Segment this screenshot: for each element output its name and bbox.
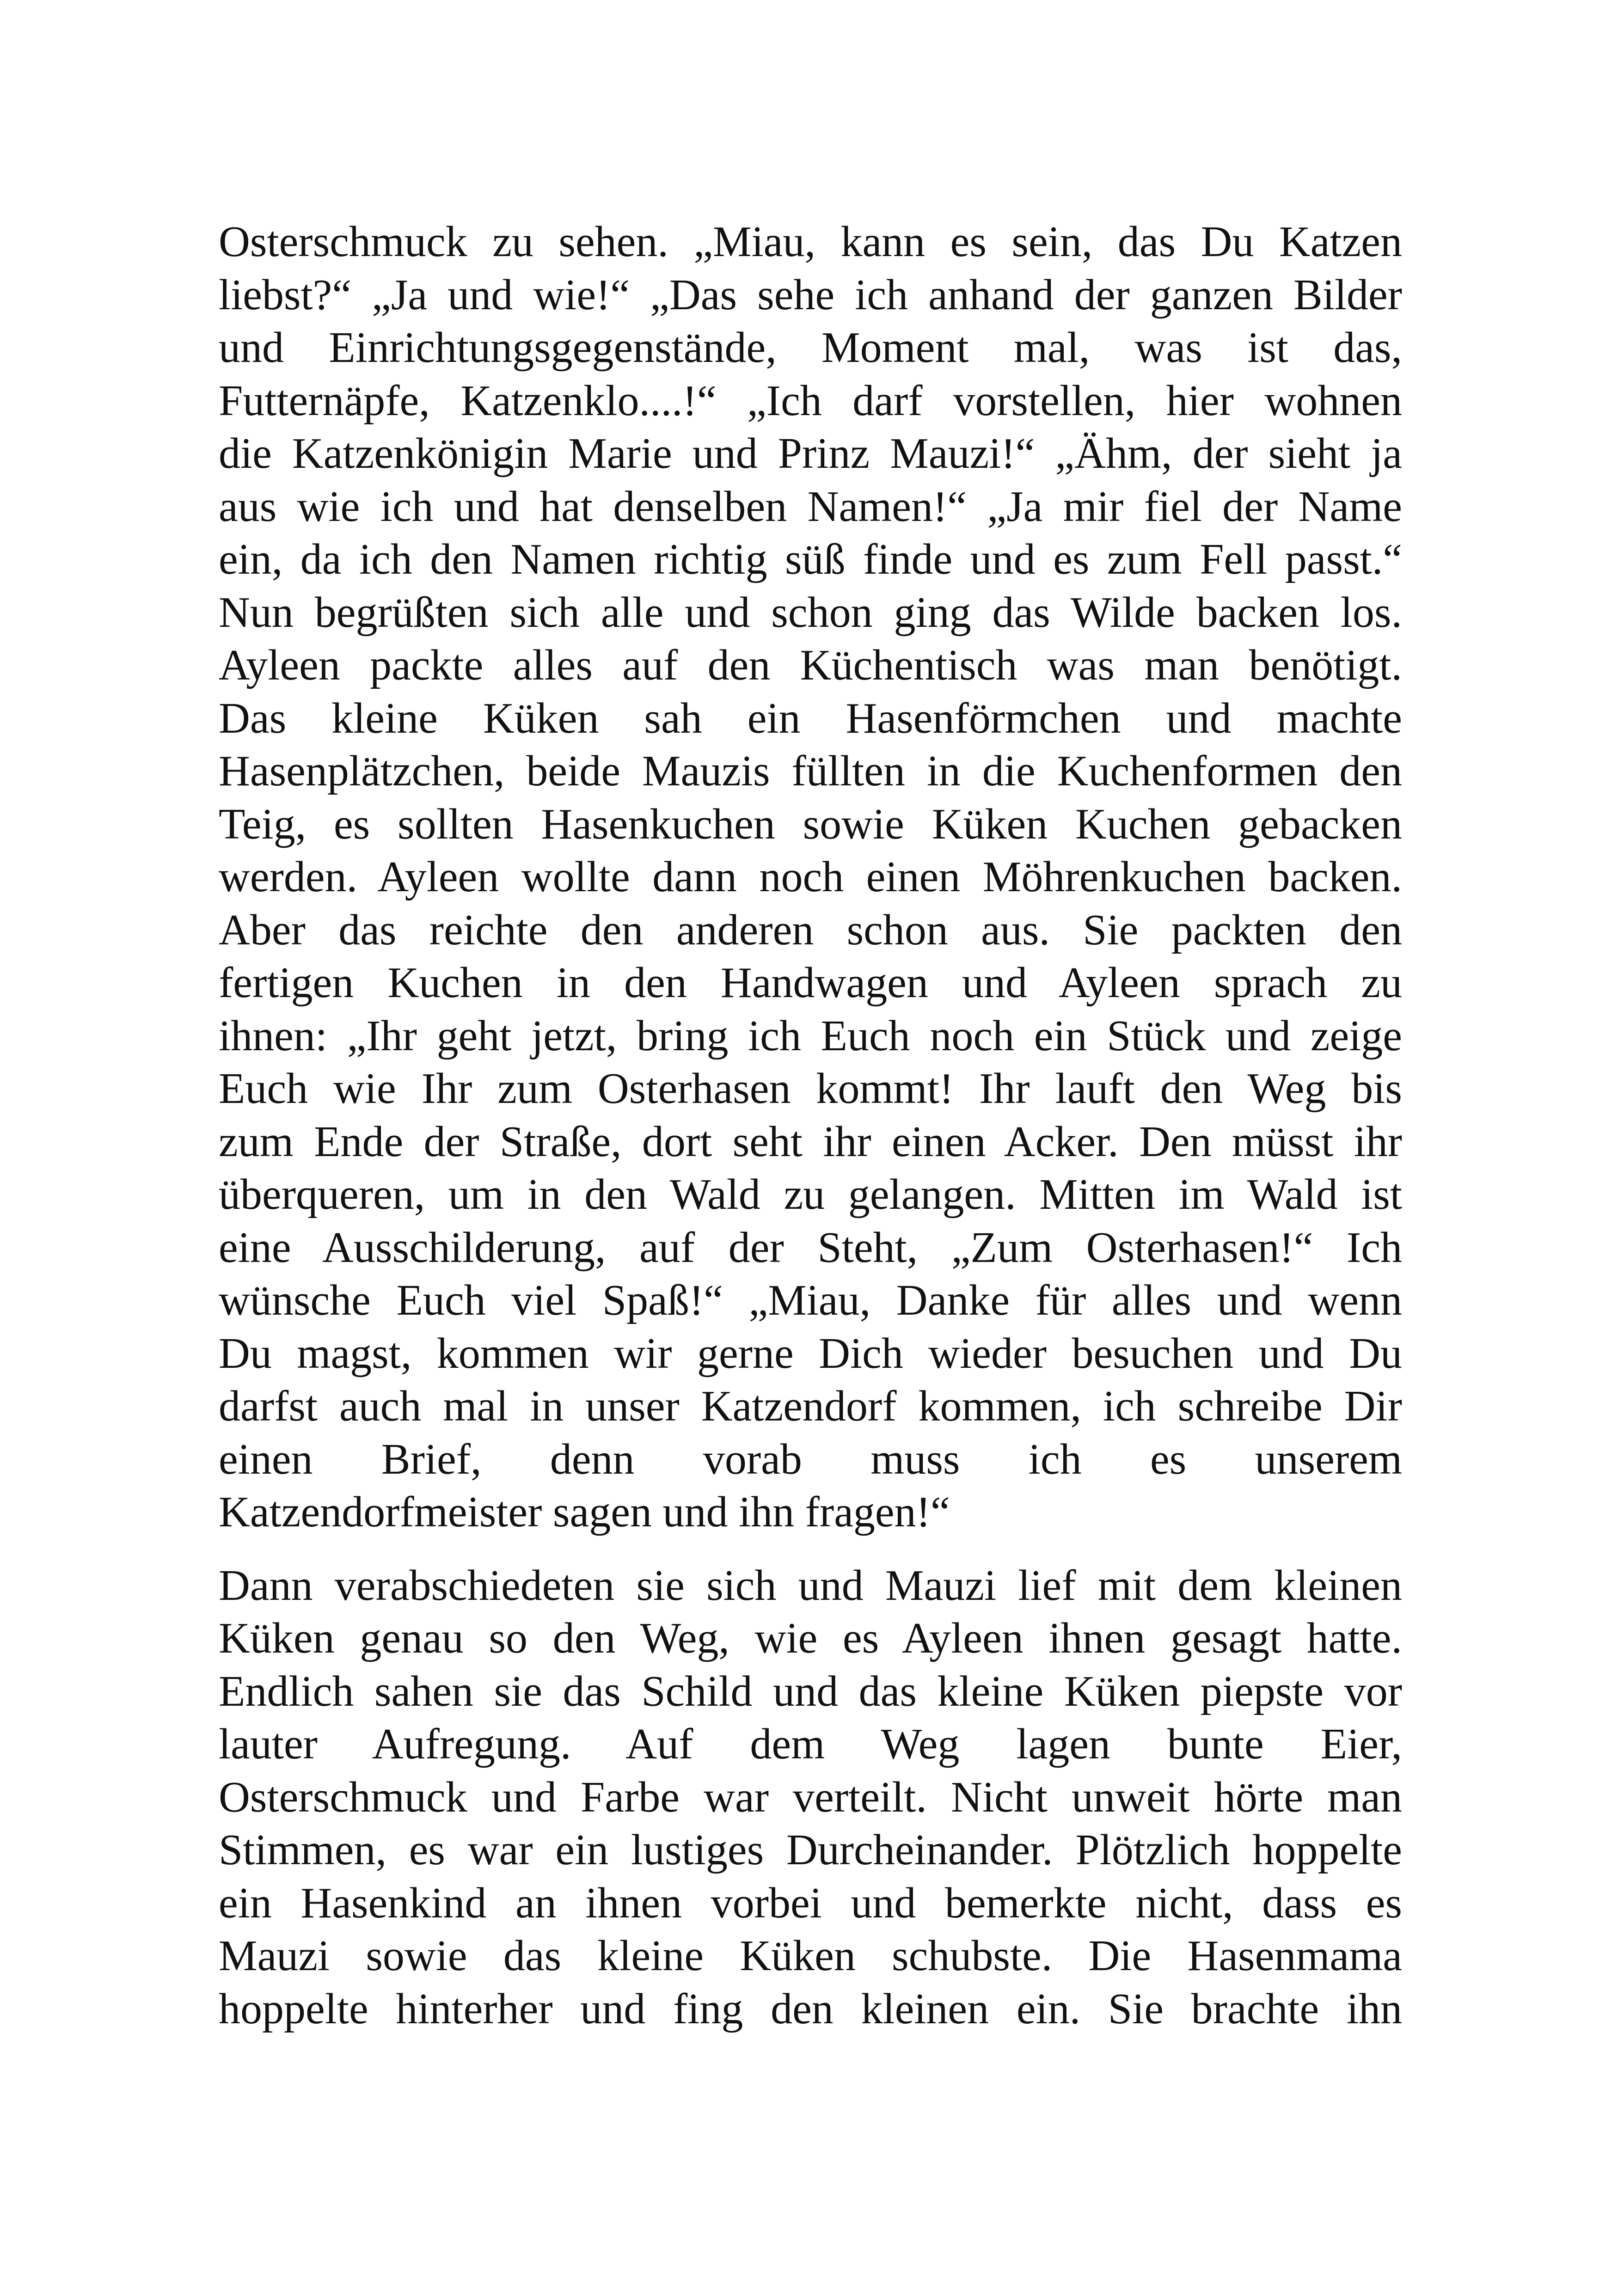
text-line: einen Brief, denn vorab muss ich es unserem bbox=[219, 1435, 1402, 1483]
text-line: Katzendorfmeister sagen und ihn fragen!“ bbox=[219, 1488, 950, 1536]
text-line: wünsche Euch viel Spaß!“ „Miau, Danke für alles und wenn bbox=[219, 1276, 1402, 1324]
text-line: Aber das reichte den anderen schon aus. Sie packten den bbox=[219, 906, 1402, 954]
text-line: Nun begrüßten sich alle und schon ging das Wilde backen los. bbox=[219, 588, 1402, 637]
text-line: Das kleine Küken sah ein Hasenförmchen und machte bbox=[219, 694, 1402, 742]
text-line: Hasenplätzchen, beide Mauzis füllten in die Kuchenformen den bbox=[219, 747, 1402, 795]
text-line: Du magst, kommen wir gerne Dich wieder besuchen und Du bbox=[219, 1329, 1402, 1378]
text-line: darfst auch mal in unser Katzendorf kommen, ich schreibe Dir bbox=[219, 1382, 1402, 1430]
text-line: zum Ende der Straße, dort seht ihr einen Acker. Den müsst ihr bbox=[219, 1117, 1402, 1166]
paragraph-2 bbox=[219, 1559, 1402, 2036]
text-line: Mauzi sowie das kleine Küken schubste. Die Hasenmama bbox=[219, 1932, 1402, 1980]
text-line: Euch wie Ihr zum Osterhasen kommt! Ihr lauft den Weg bis bbox=[219, 1065, 1402, 1113]
text-line: eine Ausschilderung, auf der Steht, „Zum Osterhasen!“ Ich bbox=[219, 1223, 1402, 1272]
text-line: und Einrichtungsgegenstände, Moment mal, was ist das, bbox=[219, 324, 1402, 372]
text-line: überqueren, um in den Wald zu gelangen. Mitten im Wald ist bbox=[219, 1170, 1402, 1218]
text-line: werden. Ayleen wollte dann noch einen Möhrenkuchen backen. bbox=[219, 853, 1402, 901]
text-line: Ayleen packte alles auf den Küchentisch was man benötigt. bbox=[219, 641, 1402, 689]
text-line: Endlich sahen sie das Schild und das kleine Küken piepste vor bbox=[219, 1667, 1402, 1715]
text-line: die Katzenkönigin Marie und Prinz Mauzi!“ „Ähm, der sieht ja bbox=[219, 429, 1402, 478]
text-line: Stimmen, es war ein lustiges Durcheinander. Plötzlich hoppelte bbox=[219, 1826, 1402, 1874]
text-line: ein, da ich den Namen richtig süß finde und es zum Fell passt.“ bbox=[219, 535, 1402, 583]
text-line: Teig, es sollten Hasenkuchen sowie Küken Kuchen gebacken bbox=[219, 800, 1402, 848]
text-line: aus wie ich und hat denselben Namen!“ „Ja mir fiel der Name bbox=[219, 482, 1402, 531]
body-text bbox=[219, 215, 1402, 2035]
text-line: liebst?“ „Ja und wie!“ „Das sehe ich anhand der ganzen Bilder bbox=[219, 270, 1402, 319]
text-line: lauter Aufregung. Auf dem Weg lagen bunte Eier, bbox=[219, 1720, 1402, 1768]
text-line: fertigen Kuchen in den Handwagen und Ayleen sprach zu bbox=[219, 959, 1402, 1007]
paragraph-spacing bbox=[219, 1539, 1402, 1559]
text-line: ein Hasenkind an ihnen vorbei und bemerkte nicht, dass es bbox=[219, 1879, 1402, 1927]
text-line: Küken genau so den Weg, wie es Ayleen ihnen gesagt hatte. bbox=[219, 1614, 1402, 1662]
text-line: Osterschmuck und Farbe war verteilt. Nicht unweit hörte man bbox=[219, 1773, 1402, 1821]
text-line: Futternäpfe, Katzenklo....!“ „Ich darf vorstellen, hier wohnen bbox=[219, 376, 1402, 425]
text-line: ihnen: „Ihr geht jetzt, bring ich Euch noch ein Stück und zeige bbox=[219, 1011, 1402, 1060]
text-line: Dann verabschiedeten sie sich und Mauzi lief mit dem kleinen bbox=[219, 1561, 1402, 1610]
paragraph-1 bbox=[219, 215, 1402, 1539]
text-line: hoppelte hinterher und fing den kleinen ein. Sie brachte ihn bbox=[219, 1984, 1402, 2033]
text-line: Osterschmuck zu sehen. „Miau, kann es sein, das Du Katzen bbox=[219, 218, 1402, 266]
